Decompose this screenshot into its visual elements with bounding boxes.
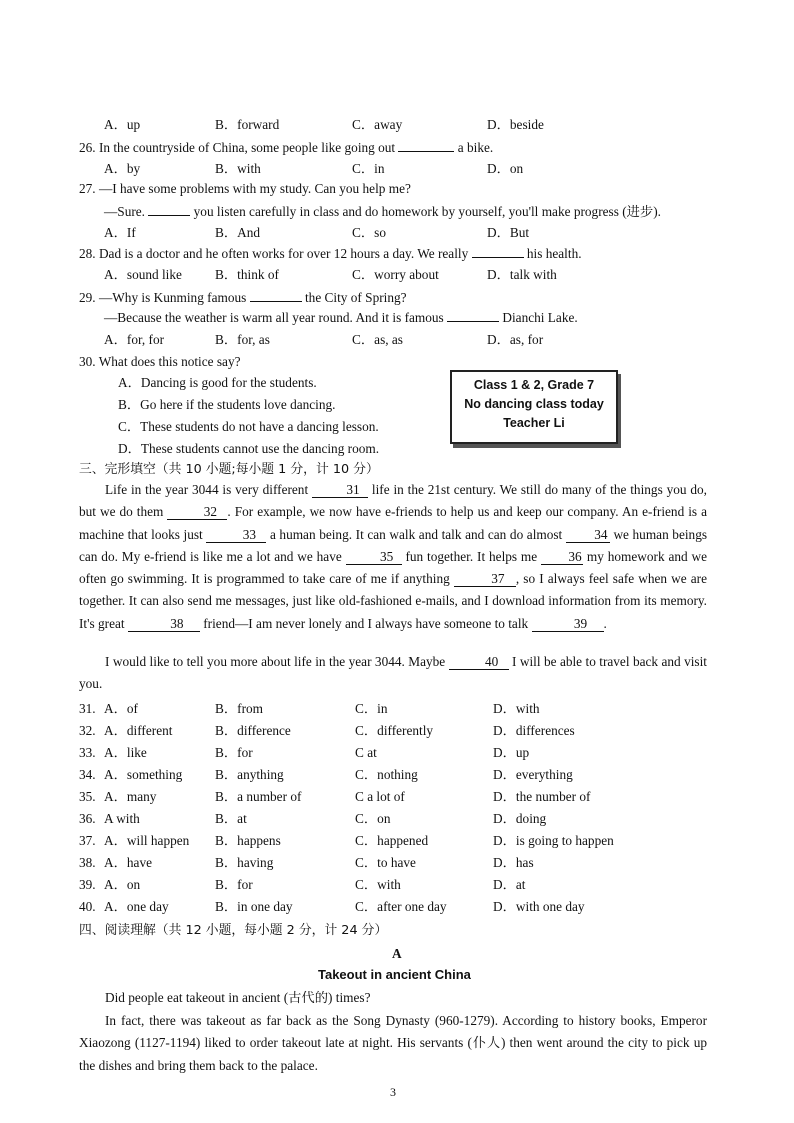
q30-stem: 30. What does this notice say?	[79, 354, 241, 369]
q26-option-c: C．in	[352, 161, 385, 176]
option-row-num: 36.	[79, 811, 96, 826]
question-number: 26.	[79, 140, 96, 155]
option-a: A．on	[104, 877, 141, 892]
q25-option-d: D．beside	[487, 117, 544, 132]
passage-letter: A	[392, 946, 402, 961]
q27-option-a: A．If	[104, 225, 136, 240]
q25-option-c: C．away	[352, 117, 403, 132]
notice-class: Class 1 & 2, Grade 7	[473, 378, 595, 392]
option-b: B．a number of	[215, 789, 302, 804]
cloze-blank-32: 32	[167, 505, 227, 520]
option-d: D．has	[493, 855, 534, 870]
cloze-blank-36: 36	[541, 550, 583, 565]
option-a: A．different	[104, 723, 173, 738]
section-heading-cloze: 三、完形填空（共 10 小题;每小题 1 分，计 10 分）	[79, 462, 379, 477]
option-row-num: 38.	[79, 855, 96, 870]
cloze-blank-34: 34	[566, 528, 610, 543]
cloze-blank-35: 35	[346, 550, 402, 565]
cloze-blank-37: 37	[454, 572, 516, 587]
q30-option-c: C．These students do not have a dancing lesson.	[118, 419, 379, 434]
option-b: B．from	[215, 701, 264, 716]
q27-line2: —Sure. you listen carefully in class and do homework by yourself, you'll make progress (进步).	[104, 204, 661, 219]
option-row-num: 39.	[79, 877, 96, 892]
question-number: 30.	[79, 354, 96, 369]
q26-option-b: B．with	[215, 161, 261, 176]
option-row-num: 34.	[79, 767, 96, 782]
cloze-paragraph-2: I would like to tell you more about life in the year 3044. Maybe 40 I will be able to travel back and visit you.	[79, 654, 707, 692]
q25-option-a: A．up	[104, 117, 141, 132]
option-c: C．to have	[355, 855, 416, 870]
q26-option-d: D．on	[487, 161, 524, 176]
option-b: B．at	[215, 811, 247, 826]
q25-option-b: B．forward	[215, 117, 280, 132]
option-d: D．up	[493, 745, 530, 760]
q27-option-d: D．But	[487, 225, 530, 240]
option-c: C．with	[355, 877, 401, 892]
option-a: A．have	[104, 855, 152, 870]
option-a: A．something	[104, 767, 183, 782]
option-row-num: 35.	[79, 789, 96, 804]
answer-blank	[472, 244, 524, 258]
q28-option-a: A．sound like	[104, 267, 182, 282]
option-d: D．with one day	[493, 899, 585, 914]
option-a: A．like	[104, 745, 147, 760]
option-row-num: 33.	[79, 745, 96, 760]
option-b: B．anything	[215, 767, 284, 782]
option-d: D．differences	[493, 723, 575, 738]
option-d: D．the number of	[493, 789, 591, 804]
q30-option-b: B．Go here if the students love dancing.	[118, 397, 336, 412]
option-d: D．with	[493, 701, 540, 716]
answer-blank	[148, 202, 190, 216]
q27-option-c: C．so	[352, 225, 386, 240]
answer-blank	[250, 288, 302, 302]
option-d: D．at	[493, 877, 526, 892]
q29-line2: —Because the weather is warm all year round. And it is famous Dianchi Lake.	[104, 310, 578, 325]
question-number: 29.	[79, 290, 96, 305]
cloze-blank-33: 33	[206, 528, 266, 543]
notice-signature: Teacher Li	[503, 416, 565, 430]
option-row-num: 40.	[79, 899, 96, 914]
option-a: A with	[104, 811, 140, 826]
cloze-blank-39: 39	[532, 617, 604, 632]
q29-option-d: D．as, for	[487, 332, 544, 347]
option-c: C．happened	[355, 833, 429, 848]
option-c: C．on	[355, 811, 391, 826]
option-b: B．happens	[215, 833, 281, 848]
passage-title: Takeout in ancient China	[318, 967, 471, 982]
answer-blank	[398, 138, 454, 152]
option-a: A．of	[104, 701, 138, 716]
option-b: B．for	[215, 745, 253, 760]
passage-question: Did people eat takeout in ancient (古代的) times?	[105, 990, 371, 1005]
passage-paragraph: In fact, there was takeout as far back as the Song Dynasty (960-1279). According to history books, Emperor Xiaozong (1127-1194) liked to order takeout late at night. His servants (仆人) then went around the city to pick up the dishes and bring them back to the palace.	[79, 1013, 707, 1073]
q26-option-a: A．by	[104, 161, 141, 176]
q29-option-c: C．as, as	[352, 332, 403, 347]
q28-stem: 28. Dad is a doctor and he often works for over 12 hours a day. We really his health.	[79, 246, 582, 261]
notice-message: No dancing class today	[464, 397, 604, 411]
question-number: 27.	[79, 181, 96, 196]
option-b: B．difference	[215, 723, 291, 738]
option-d: D．doing	[493, 811, 547, 826]
cloze-blank-40: 40	[449, 655, 509, 670]
q28-option-c: C．worry about	[352, 267, 439, 282]
option-a: A．will happen	[104, 833, 190, 848]
notice-board	[450, 370, 618, 444]
q27-line1: 27. —I have some problems with my study. Can you help me?	[79, 181, 411, 196]
option-row-num: 31.	[79, 701, 96, 716]
answer-blank	[447, 308, 499, 322]
option-c: C．after one day	[355, 899, 447, 914]
option-b: B．in one day	[215, 899, 293, 914]
option-c: C．differently	[355, 723, 434, 738]
question-number: 28.	[79, 246, 96, 261]
q29-option-b: B．for, as	[215, 332, 270, 347]
q27-option-b: B．And	[215, 225, 261, 240]
option-row-num: 37.	[79, 833, 96, 848]
q29-line1: 29. —Why is Kunming famous the City of Spring?	[79, 290, 407, 305]
q28-option-d: D．talk with	[487, 267, 557, 282]
q26-stem: 26. In the countryside of China, some people like going out a bike.	[79, 140, 494, 155]
q30-option-d: D．These students cannot use the dancing room.	[118, 441, 380, 456]
cloze-blank-38: 38	[128, 617, 200, 632]
option-row-num: 32.	[79, 723, 96, 738]
cloze-blank-31: 31	[312, 483, 368, 498]
option-c: C a lot of	[355, 789, 405, 804]
option-c: C．in	[355, 701, 388, 716]
option-b: B．having	[215, 855, 274, 870]
section-heading-reading: 四、阅读理解（共 12 小题，每小题 2 分，计 24 分）	[79, 923, 388, 938]
option-b: B．for	[215, 877, 253, 892]
option-c: C at	[355, 745, 377, 760]
option-a: A．one day	[104, 899, 169, 914]
q29-option-a: A．for, for	[104, 332, 165, 347]
q28-option-b: B．think of	[215, 267, 279, 282]
cloze-paragraph-1: Life in the year 3044 is very different 31 life in the 21st century. We still do many of the things you do, but we do them 32 . For example, we now have e-friends to help us and keep our company. An e-friend is a machine that looks just 33 a human being. It can walk and talk and can do almost 34 we human beings can do. My e-friend is like me a lot and we have 35 fun together. It helps me 36 my homework and we often go swimming. It is programmed to take care of me if anything 37 , so I always feel safe when we are together. It can also send me messages, just like old-fashioned e-mails, and I download information from its memory. It's great 38 friend—I am never lonely and I always have someone to talk 39 .	[79, 482, 708, 631]
option-c: C．nothing	[355, 767, 418, 782]
option-a: A．many	[104, 789, 157, 804]
q30-option-a: A．Dancing is good for the students.	[118, 375, 317, 390]
page-number: 3	[390, 1085, 396, 1099]
option-d: D．everything	[493, 767, 573, 782]
option-d: D．is going to happen	[493, 833, 614, 848]
